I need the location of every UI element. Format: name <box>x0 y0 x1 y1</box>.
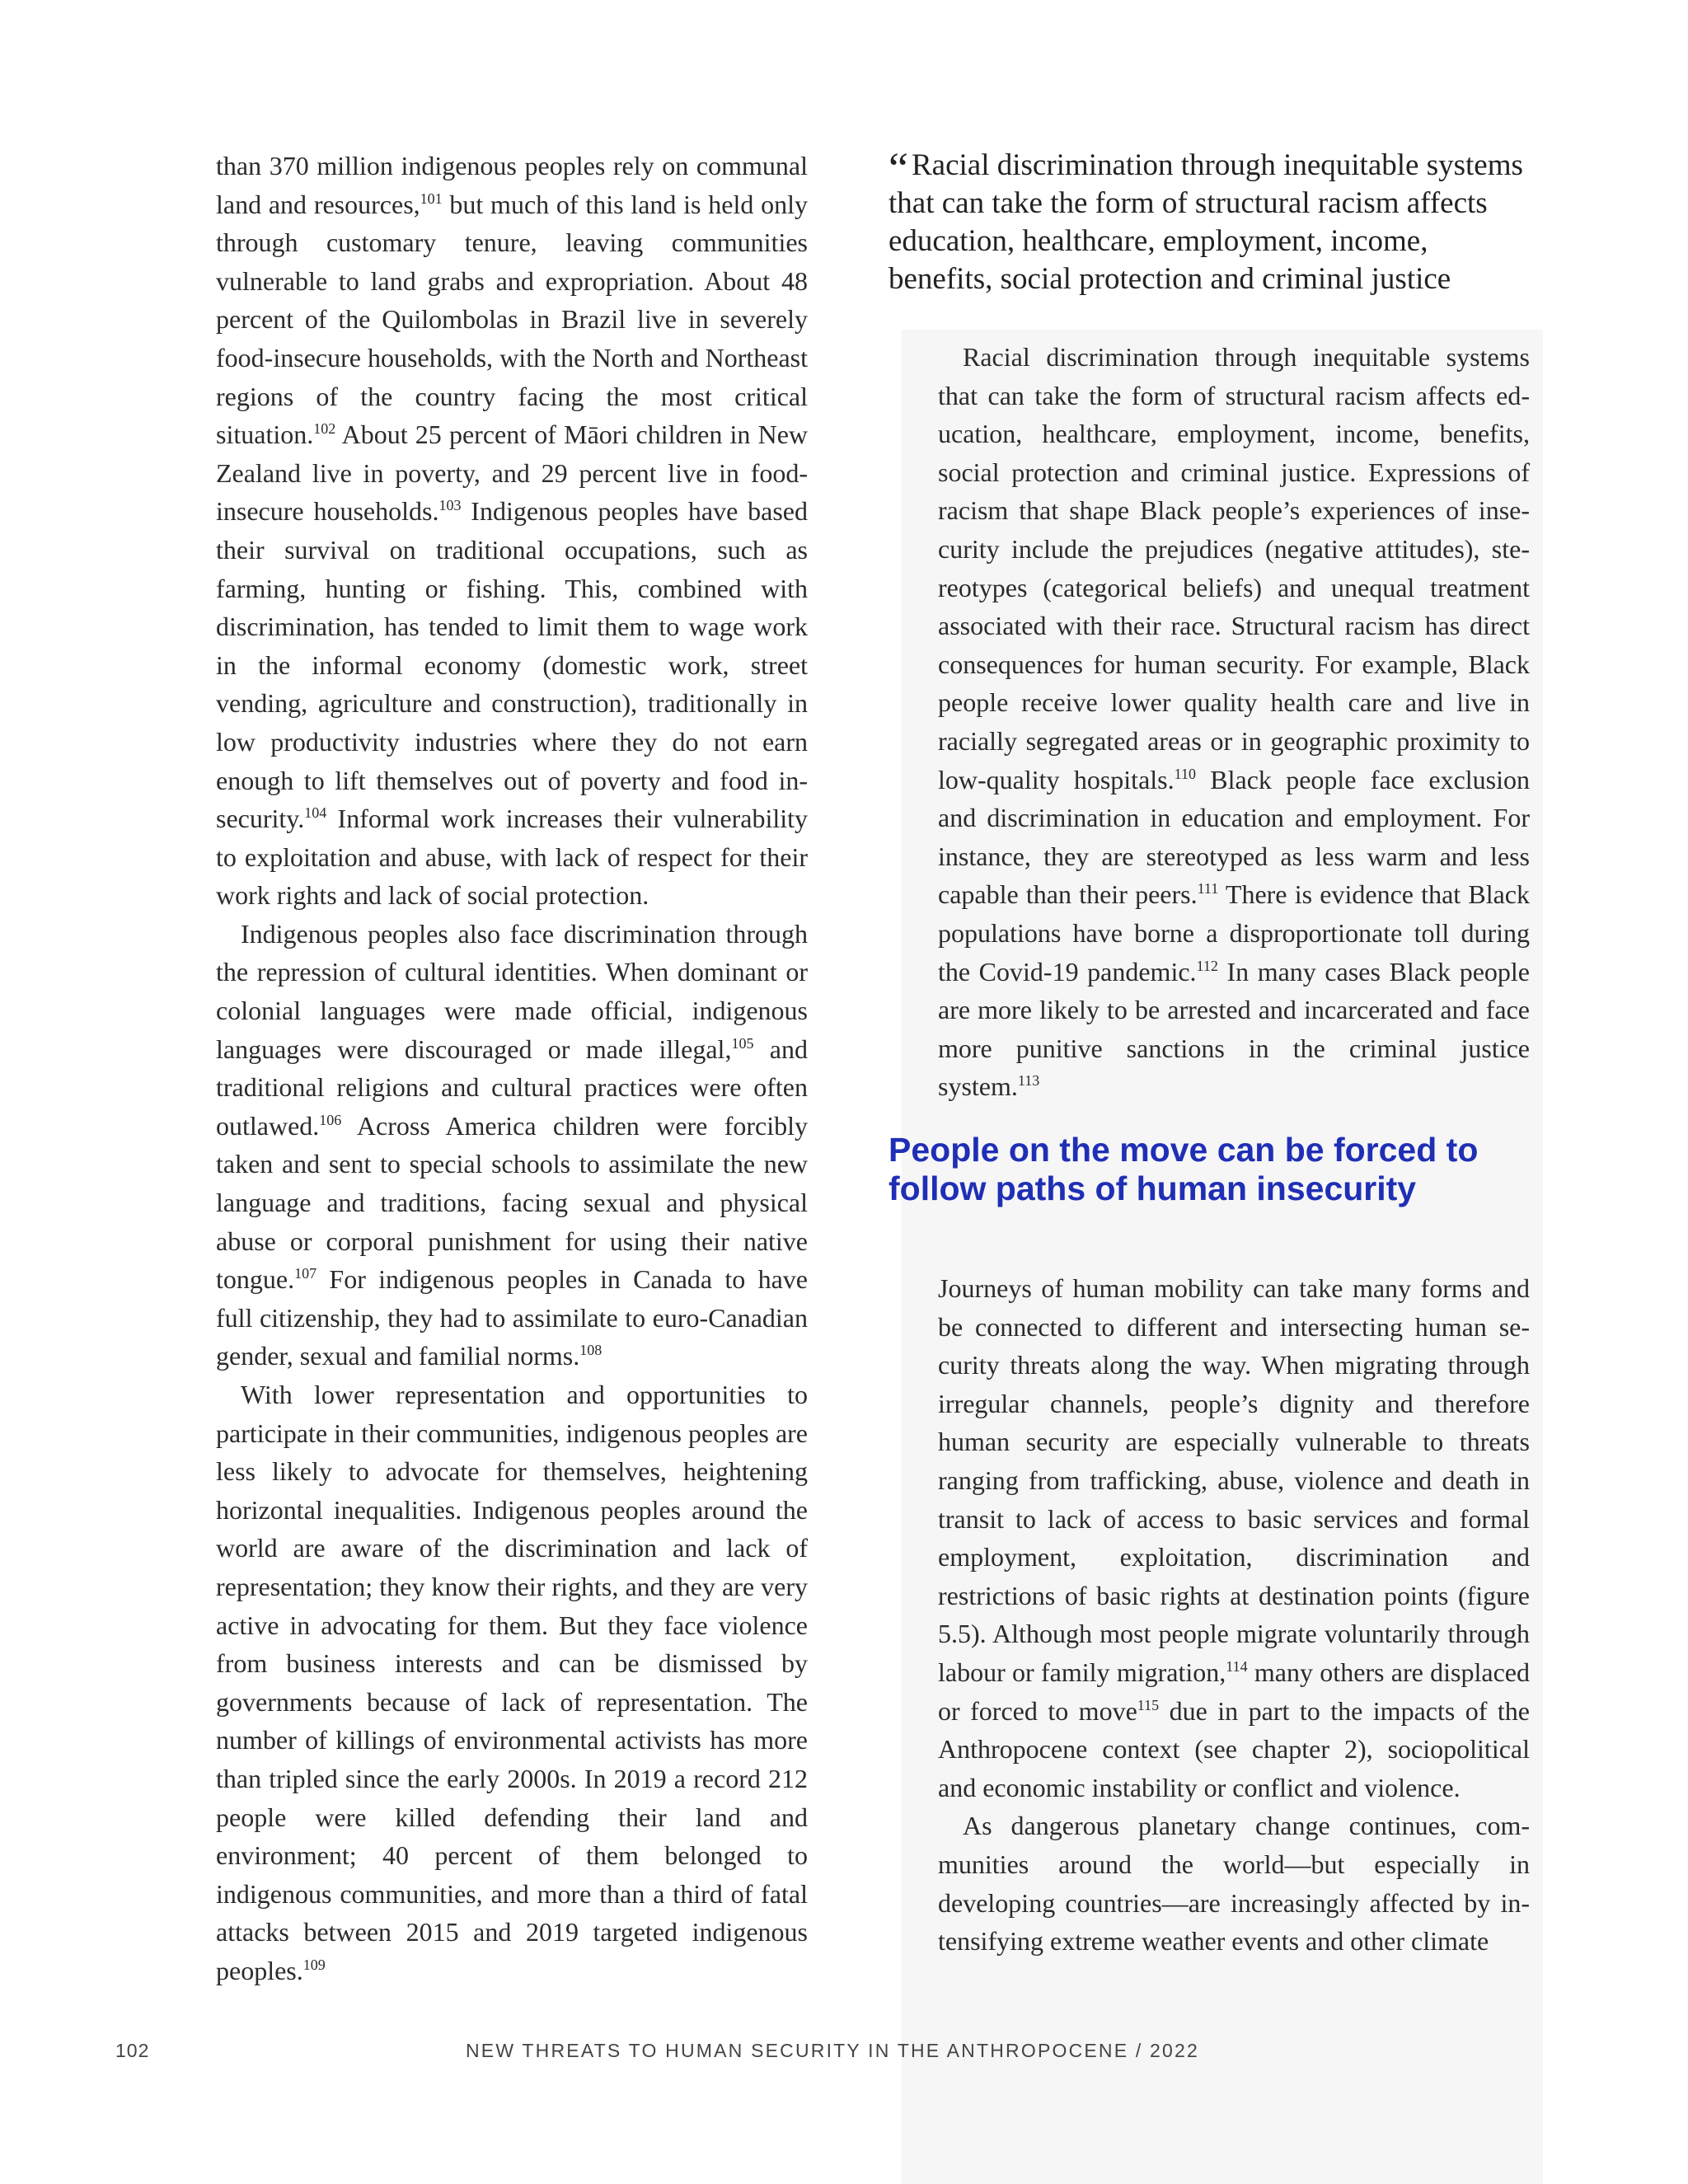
body-paragraph: With lower representation and opportunities to participate in their communities, indigenous peoples are less likely to advocate for themselves, heightening horizontal inequalities. Indigenous peoples around the world are aware of the discrimination and lack of representation; they know their rights, and they are very active in advocating for them. But they face violence from business interests and can be dismissed by governments because of lack of representation. The number of killings of environmental activists has more than tripled since the early 2000s. In 2019 a record 212 people were killed defending their land and environment; 40 percent of them belonged to indigenous communities, and more than a third of fatal attacks between 2015 and 2019 targeted indigenous peoples.$^{109}$ <box>216 1380 808 1985</box>
body-paragraph: As dangerous planetary change continues, communities around the world—but especially in developing countries—are increasingly affected by intensifying extreme weather events and other climate <box>938 1811 1530 1957</box>
left-column <box>216 147 808 1990</box>
body-paragraph: than 370 million indigenous peoples rely on communal land and resources,$^{101}$ but much of this land is held only through customary tenure, leaving communities vulnerable to land grabs and expropriation. About 48 percent of the Quilombolas in Brazil live in severely food-insecure households, with the North and Northeast regions of the country facing the most critical situation.$^{102}$ About 25 percent of Māori children in New Zealand live in poverty, and 29 percent live in food-insecure households.$^{103}$ Indigenous peoples have based their survival on traditional occupations, such as farming, hunting or fishing. This, combined with discrimination, has tended to limit them to wage work in the informal economy (domestic work, street vending, agriculture and construction), traditionally in low productivity industries where they do not earn enough to lift themselves out of poverty and food insecurity.$^{104}$ Informal work increases their vulnerability to exploitation and abuse, with lack of respect for their work rights and lack of social protection. <box>216 151 809 911</box>
footnote-ref: 101 <box>420 190 443 207</box>
body-paragraph: Racial discrimination through inequitable systems that can take the form of structural racism affects education, healthcare, employment, income, benefits, social protection and criminal justice. Expressions of racism that shape Black people’s experiences of insecurity include the prejudices (negative attitudes), stereotypes (categorical beliefs) and unequal treatment associated with their race. Structural racism has direct consequences for human security. For example, Black people receive lower quality health care and live in racially segregated areas or in geographic proximity to low-quality hospitals.$^{110}$ Black people face exclusion and discrimination in education and employment. For instance, they are stereotyped as less warm and less capable than their peers.$^{111}$ There is evidence that Black populations have borne a disproportionate toll during the Covid-19 pandemic.$^{112}$ In many cases Black people are more likely to be arrested and incarcerated and face more punitive sanctions in the criminal justice system.$^{113}$ <box>938 342 1531 1102</box>
footnote-ref: 110 <box>1174 765 1196 782</box>
pull-quote-text: Racial discrimination through inequitable systems that can take the form of structural racism affects education, healthcare, employment, income, benefits, social protection and criminal justice <box>889 148 1523 296</box>
running-title: NEW THREATS TO HUMAN SECURITY IN THE ANTHROPOCENE / 2022 <box>466 2040 1200 2061</box>
footnote-ref: 114 <box>1226 1657 1248 1675</box>
body-paragraph: Journeys of human mobility can take many forms and be connected to different and intersecting human security threats along the way. When migrating through irregular channels, people’s dignity and therefore human security are especially vulnerable to threats ranging from trafficking, abuse, violence and death in transit to lack of access to basic services and formal employment, exploitation, discrimination and restrictions of basic rights at destination points (figure 5.5). Although most people migrate voluntarily through labour or family migration,$^{114}$ many others are displaced or forced to move$^{115}$ due in part to the impacts of the Anthropocene context (see chapter 2), sociopolitical and economic instability or conflict and violence. <box>938 1273 1531 1802</box>
racism-box <box>938 338 1530 1106</box>
section-heading: People on the move can be forced to follow paths of human insecurity <box>889 1131 1479 1207</box>
footnote-ref: 107 <box>294 1265 317 1282</box>
footnote-ref: 113 <box>1017 1072 1040 1090</box>
footnote-ref: 104 <box>304 804 327 822</box>
body-paragraph: Indigenous peoples also face discrimination through the repression of cultural identities. When dominant or colonial languages were made official, indigenous languages were discouraged or made illegal,$^{105}$ and traditional religions and cultural practices were often outlawed.$^{106}$ Across America children were forcibly taken and sent to special schools to assimilate the new language and traditions, facing sexual and physical abuse or corporal punishment for using their native tongue.$^{107}$ For indigenous peoples in Canada to have full citizenship, they had to assimilate to euro-Canadian gender, sexual and familial norms.$^{108}$ <box>216 918 809 1371</box>
pull-quote-block <box>889 143 1530 298</box>
footnote-ref: 105 <box>731 1034 754 1052</box>
footnote-ref: 115 <box>1137 1696 1160 1713</box>
footnote-ref: 102 <box>313 420 336 438</box>
footnote-ref: 109 <box>302 1956 326 1973</box>
footnote-ref: 111 <box>1197 880 1219 898</box>
footnote-ref: 112 <box>1196 957 1218 974</box>
footnote-ref: 108 <box>579 1342 603 1359</box>
footnote-ref: 103 <box>438 497 462 514</box>
pull-quote <box>889 143 1530 298</box>
quote-mark-icon: “ <box>889 143 908 193</box>
footnote-ref: 106 <box>319 1111 342 1128</box>
mobility-box <box>938 1269 1530 1961</box>
page-number: 102 <box>115 2040 150 2061</box>
